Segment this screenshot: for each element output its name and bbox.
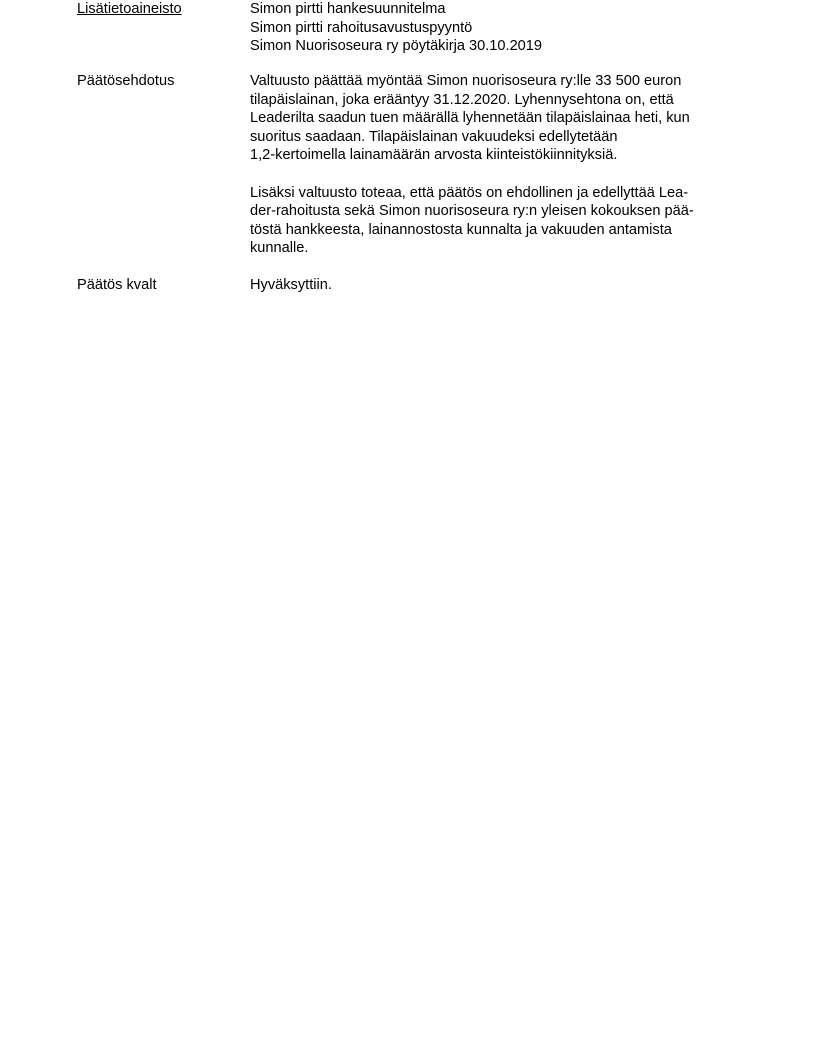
text-line: tilapäislainan, joka erääntyy 31.12.2020. Lyhennysehtona on, että xyxy=(250,91,674,108)
proposal-label: Päätösehdotus xyxy=(77,73,175,89)
text-line: Leaderilta saadun tuen määrällä lyhennetään tilapäislainaa heti, kun xyxy=(250,110,690,127)
text-line: Valtuusto päättää myöntää Simon nuorisoseura ry:lle 33 500 euron xyxy=(250,73,682,89)
text-line: kunnalle. xyxy=(250,240,309,257)
text-line: der-rahoitusta sekä Simon nuorisoseura ry:n yleisen kokouksen pää- xyxy=(250,203,694,220)
text-line: Lisäksi valtuusto toteaa, että päätös on ehdollinen ja edellyttää Lea- xyxy=(250,184,689,201)
text-line: töstä hankkeesta, lainannostosta kunnalta ja vakuuden antamista xyxy=(250,221,672,238)
proposal-body xyxy=(250,72,750,258)
attachments-label: Lisätietoaineisto xyxy=(77,1,182,17)
attachment-item: Simon Nuorisoseura ry pöytäkirja 30.10.2019 xyxy=(250,38,543,55)
attachment-item: Simon pirtti rahoitusavustuspyyntö xyxy=(250,19,473,36)
decision-label: Päätös kvalt xyxy=(77,277,157,293)
proposal-paragraph-1 xyxy=(250,72,750,165)
paragraph-gap xyxy=(250,165,750,184)
decision-body xyxy=(250,276,750,295)
attachment-item: Simon pirtti hankesuunnitelma xyxy=(250,1,446,17)
attachments-list xyxy=(250,0,750,56)
text-line: suoritus saadaan. Tilapäislainan vakuudeksi edellytetään xyxy=(250,128,618,145)
proposal-paragraph-2 xyxy=(250,184,750,258)
decision-text: Hyväksyttiin. xyxy=(250,277,332,293)
text-line: 1,2-kertoimella lainamäärän arvosta kiinteistökiinnityksiä. xyxy=(250,147,618,164)
